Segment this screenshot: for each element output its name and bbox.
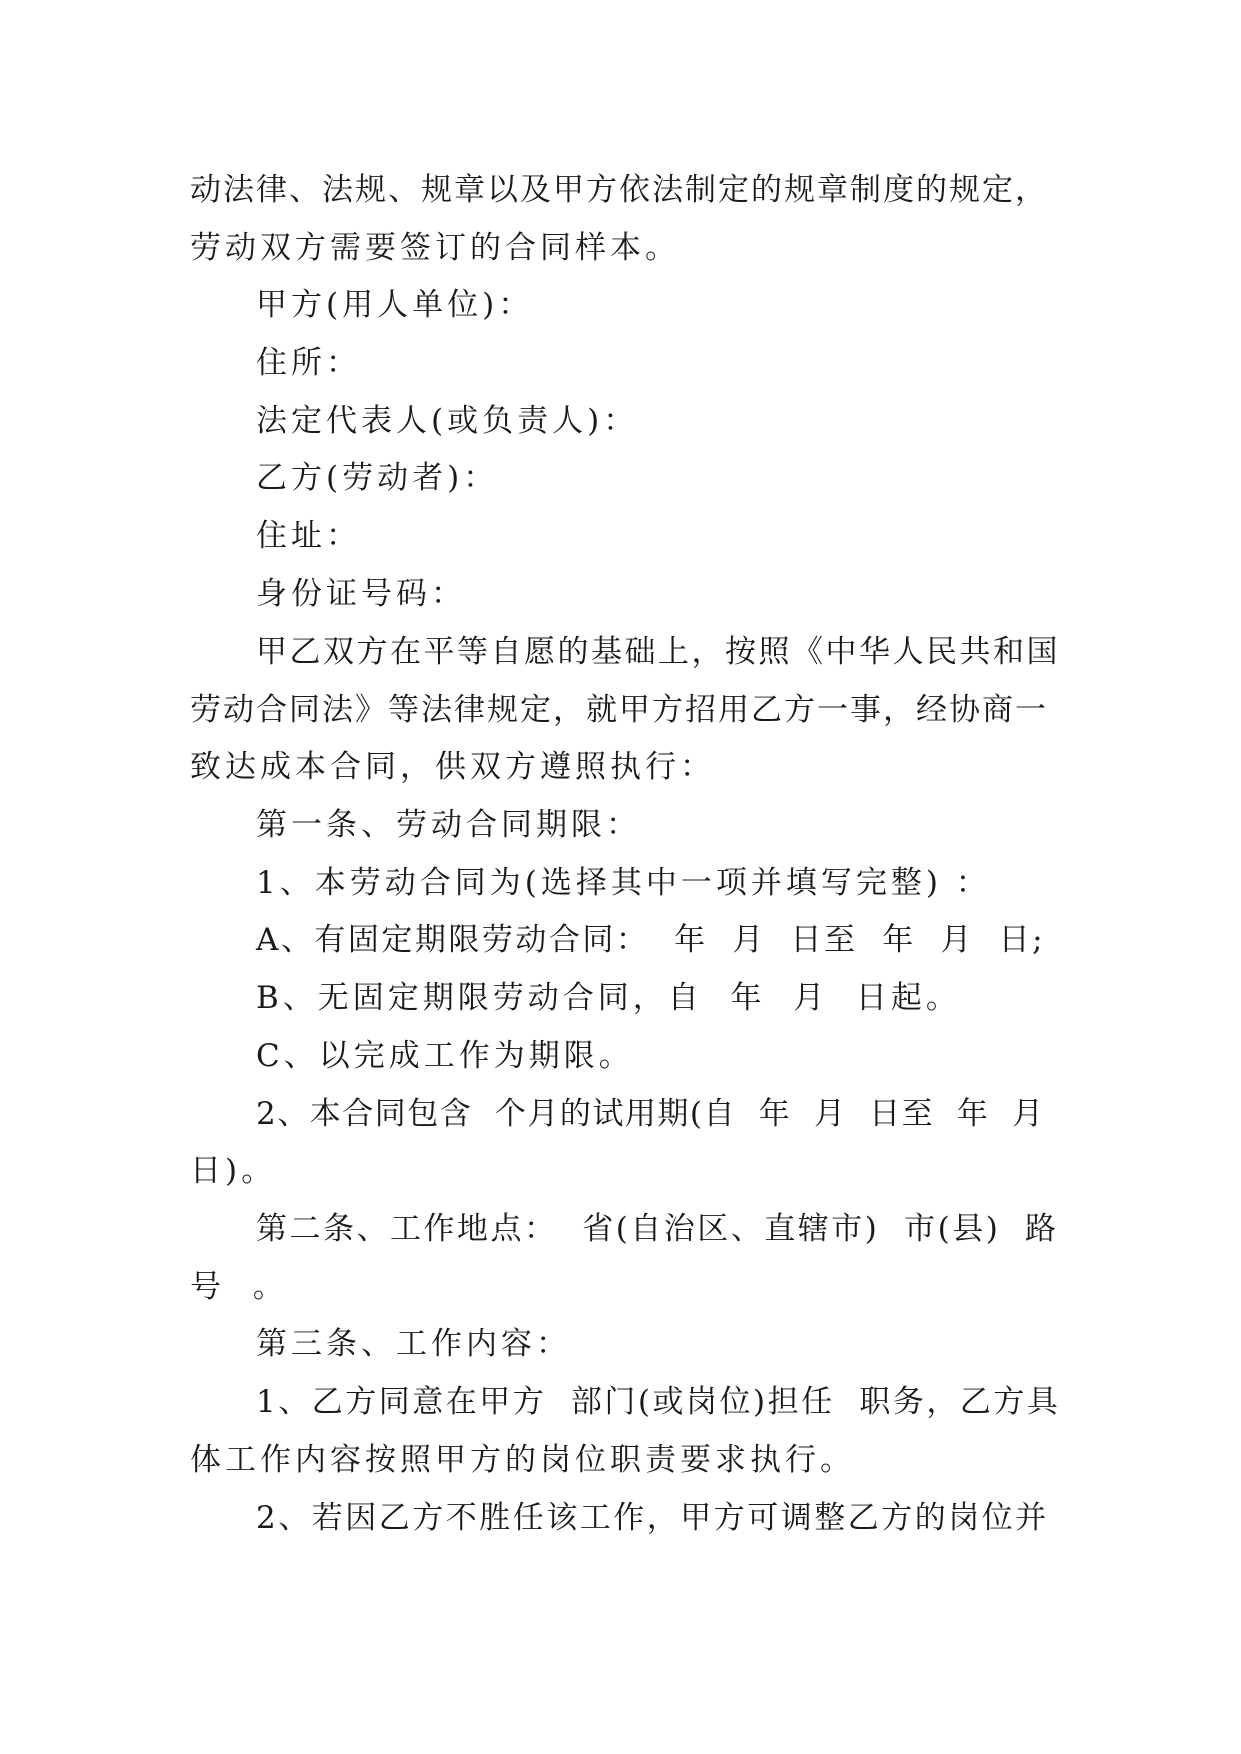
text-line: 劳动合同法》等法律规定，就甲方招用乙方一事，经协商一	[190, 692, 1048, 728]
text-line: 致达成本合同，供双方遵照执行：	[190, 749, 715, 785]
clause-line: 1、乙方同意在甲方 部门(或岗位)担任 职务，乙方具	[256, 1384, 1061, 1420]
clause-line: C、以完成工作为期限。	[256, 1038, 634, 1074]
field-residence: 住所：	[256, 345, 361, 381]
text-line: 日)。	[190, 1153, 277, 1189]
clause-line: 1、本劳动合同为(选择其中一项并填写完整) ：	[256, 865, 991, 901]
article-heading: 第一条、劳动合同期限：	[256, 807, 641, 843]
field-id-number: 身份证号码：	[256, 576, 466, 612]
text-line: 动法律、法规、规章以及甲方依法制定的规章制度的规定，	[190, 172, 1048, 208]
clause-line: 2、本合同包含 个月的试用期(自 年 月 日至 年 月	[256, 1096, 1045, 1132]
field-legal-representative: 法定代表人(或负责人)：	[256, 403, 639, 439]
article-heading: 第三条、工作内容：	[256, 1326, 571, 1362]
clause-line: 2、若因乙方不胜任该工作，甲方可调整乙方的岗位并	[256, 1500, 1049, 1536]
field-address: 住址：	[256, 518, 361, 554]
field-party-b: 乙方(劳动者)：	[256, 460, 499, 496]
text-line: 体工作内容按照甲方的岗位职责要求执行。	[190, 1442, 855, 1478]
clause-line: A、有固定期限劳动合同： 年 月 日至 年 月 日;	[256, 922, 1046, 958]
field-party-a: 甲方(用人单位)：	[256, 287, 534, 323]
text-line: 甲乙双方在平等自愿的基础上，按照《中华人民共和国	[256, 634, 1060, 670]
article-heading: 第二条、工作地点： 省(自治区、直辖市) 市(县) 路	[256, 1211, 1059, 1247]
clause-line: B、无固定期限劳动合同，自 年 月 日起。	[256, 980, 961, 1016]
text-line: 劳动双方需要签订的合同样本。	[190, 230, 680, 266]
text-line: 号 。	[190, 1269, 288, 1305]
